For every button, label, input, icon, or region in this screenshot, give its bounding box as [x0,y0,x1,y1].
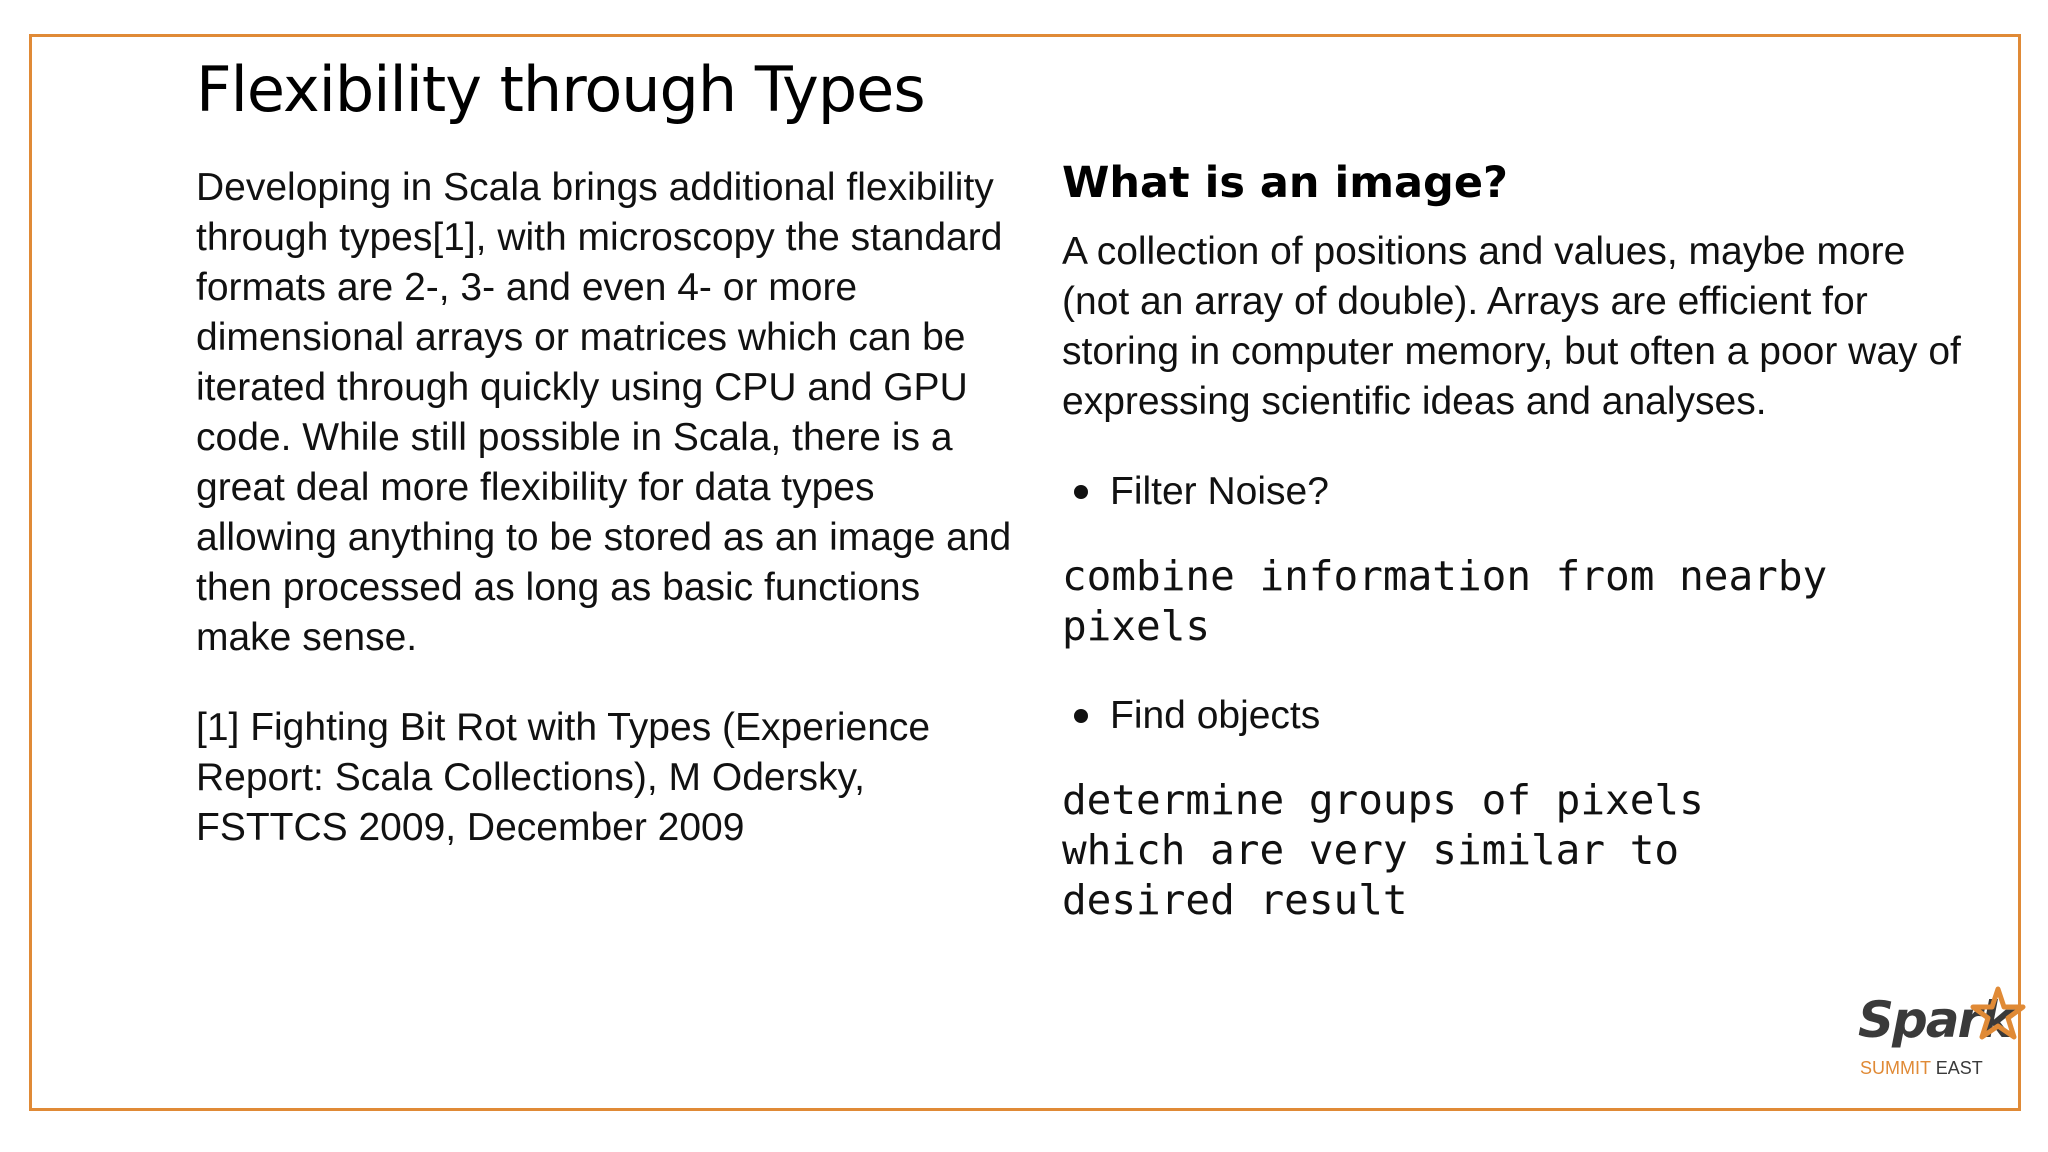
slide-title: Flexibility through Types [196,53,925,126]
right-column [1062,153,1962,925]
intro-paragraph: A collection of positions and values, maybe more (not an array of double). Arrays are efficient for storing in computer memory, but often a poor way of expressing scientific ideas and analyses. [1062,230,1961,423]
bullet-item [1062,467,1962,517]
footnote: [1] Fighting Bit Rot with Types (Experience Report: Scala Collections), M Odersky, FSTTCS 2009, December 2009 [196,706,931,849]
left-column [196,163,1016,853]
code-block: determine groups of pixels which are very similar to desired result [1062,776,1704,924]
logo-subtitle [1860,1057,1983,1079]
spark-star-icon [1968,985,2028,1045]
bullet-label: Find objects [1110,694,1321,737]
bullet-label: Filter Noise? [1110,470,1329,513]
bullet-item [1062,691,1962,741]
bullet-dot-icon [1074,485,1088,499]
spark-summit-logo [1850,985,2020,1095]
logo-summit-text: SUMMIT [1860,1058,1931,1078]
body-paragraph: Developing in Scala brings additional flexibility through types[1], with microscopy the standard formats are 2-, 3- and even 4- or more dimensional arrays or matrices which can be iterated through quickly using CPU and GPU code. While still possible in Scala, there is a great deal more flexibility for data types allowing anything to be stored as an image and then processed as long as basic functions make sense. [196,166,1012,659]
bullet-dot-icon [1074,709,1088,723]
code-block: combine information from nearby pixels [1062,552,1828,650]
logo-wordmark: Spark [1858,991,2012,1049]
logo-east-text: EAST [1935,1058,1983,1078]
section-heading: What is an image? [1062,158,1508,208]
